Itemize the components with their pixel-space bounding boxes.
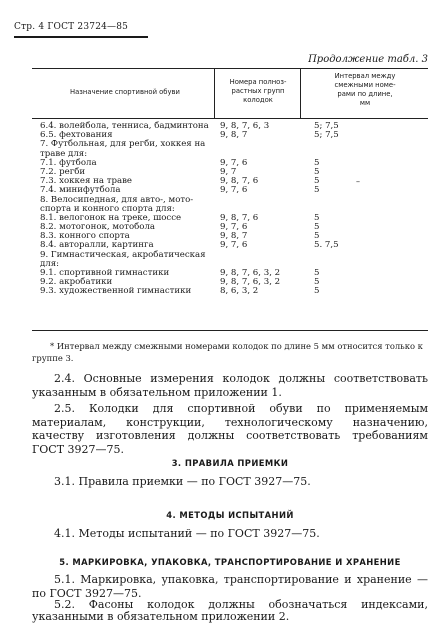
row-groups: 9, 8, 7 xyxy=(220,231,248,242)
header-line: растных групп xyxy=(231,87,285,95)
row-name: 9.3. художественной гимнастики xyxy=(40,286,192,297)
stray-mark: – xyxy=(356,177,360,187)
table-header-interval xyxy=(306,72,424,108)
row-name: 9. Гимнастическая, акробатическая xyxy=(40,249,206,260)
table-footnote: * Интервал между смежными номерами колодок по длине 5 мм относится только к группе 3. xyxy=(32,341,423,363)
row-groups: 9, 7 xyxy=(220,166,237,177)
row-groups: 9, 7, 6 xyxy=(220,240,248,251)
table-row xyxy=(32,251,428,260)
row-name: 7.2. регби xyxy=(40,166,86,177)
row-groups: 9, 7, 6 xyxy=(220,185,248,196)
row-name: 8.4. авторалли, картинга xyxy=(40,240,154,251)
row-name: 6.4. волейбола, тенниса, бадминтона xyxy=(40,121,209,131)
row-groups: 9, 8, 7, 6 xyxy=(220,176,259,187)
row-groups: 9, 7, 6 xyxy=(220,222,248,233)
row-name: 8.3. конного спорта xyxy=(40,231,130,242)
table-bottom-rule xyxy=(32,330,428,331)
row-groups: 9, 8, 7 xyxy=(220,130,248,141)
header-line: смежными номе- xyxy=(334,81,396,89)
row-groups: 9, 8, 7, 6, 3 xyxy=(220,121,270,131)
section-heading-5: 5. МАРКИРОВКА, УПАКОВКА, ТРАНСПОРТИРОВАНИЕ И ХРАНЕНИЕ xyxy=(59,557,401,567)
row-name: 8. Велосипедная, для авто-, мото- xyxy=(40,194,194,205)
table-continuation-label: Продолжение табл. 3 xyxy=(308,54,428,65)
row-interval: 5 xyxy=(314,157,320,168)
page-header: Стр. 4 ГОСТ 23724—85 xyxy=(14,22,129,32)
paragraph-4-1: 4.1. Методы испытаний — по ГОСТ 3927—75. xyxy=(54,527,320,540)
row-interval: 5; 7,5 xyxy=(314,130,339,141)
row-interval: 5. 7,5 xyxy=(314,240,339,251)
table-header-groups xyxy=(220,78,296,105)
paragraph-3-1: 3.1. Правила приемки — по ГОСТ 3927—75. xyxy=(54,475,311,488)
row-interval: 5 xyxy=(314,231,320,242)
row-name: 9.1. спортивной гимнастики xyxy=(40,268,170,278)
table-row xyxy=(32,287,428,296)
row-name: для: xyxy=(40,258,60,269)
row-name: 8.1. велогонок на треке, шоссе xyxy=(40,212,182,223)
row-interval: 5 xyxy=(314,185,320,196)
table-header-purpose: Назначение спортивной обуви xyxy=(70,88,180,96)
row-interval: 5 xyxy=(314,212,320,223)
row-groups: 9, 8, 7, 6, 3, 2 xyxy=(220,268,281,278)
row-name: 6.5. фехтования xyxy=(40,130,113,141)
header-line: мм xyxy=(359,99,371,107)
row-interval: 5 xyxy=(314,286,320,297)
paragraph-5-1: 5.1. Маркировка, упаковка, транспортирование и хранение — по ГОСТ 3927—75. xyxy=(32,573,428,600)
header-line: рами по длине, xyxy=(337,90,393,98)
row-groups: 9, 7, 6 xyxy=(220,157,248,168)
row-name: 7.3. хоккея на траве xyxy=(40,176,133,187)
section-heading-4: 4. МЕТОДЫ ИСПЫТАНИЙ xyxy=(166,510,294,520)
row-interval: 5; 7,5 xyxy=(314,121,339,131)
table-column-divider xyxy=(300,68,301,118)
row-name: 7.1. футбола xyxy=(40,157,97,168)
row-interval: 5 xyxy=(314,268,320,278)
row-groups: 8, 6, 3, 2 xyxy=(220,286,259,297)
header-line: Интервал между xyxy=(334,72,396,80)
header-rule xyxy=(14,36,148,38)
table-body xyxy=(32,122,428,297)
row-interval: 5 xyxy=(314,176,320,187)
table-header-rule xyxy=(32,118,428,119)
row-interval: 5 xyxy=(314,222,320,233)
header-line: Номера полноз- xyxy=(229,78,287,86)
table-top-rule xyxy=(32,68,428,69)
row-name: 7. Футбольная, для регби, хоккея на xyxy=(40,139,206,150)
row-interval: 5 xyxy=(314,277,320,288)
row-name: 7.4. минифутбола xyxy=(40,185,121,196)
row-name: 9.2. акробатики xyxy=(40,277,113,288)
header-line: колодок xyxy=(243,96,273,104)
paragraph-5-2: 5.2. Фасоны колодок должны обозначаться индексами, указанными в обязательном приложении 2. xyxy=(32,598,428,623)
paragraph-2-5: 2.5. Колодки для спортивной обуви по применяемым материалам, конструкции, технологическому назначению, качеству изготовления должны соответствовать требованиям ГОСТ 3927—75. xyxy=(32,402,428,456)
table-row xyxy=(32,140,428,149)
row-groups: 9, 8, 7, 6, 3, 2 xyxy=(220,277,281,288)
row-groups: 9, 8, 7, 6 xyxy=(220,212,259,223)
paragraph-2-4: 2.4. Основные измерения колодок должны соответствовать указанным в обязательном приложении 1. xyxy=(32,372,428,399)
row-name: спорта и конного спорта для: xyxy=(40,203,175,214)
table-column-divider xyxy=(214,68,215,118)
row-name: траве для: xyxy=(40,148,88,159)
row-interval: 5 xyxy=(314,166,320,177)
section-heading-3: 3. ПРАВИЛА ПРИЕМКИ xyxy=(171,458,289,468)
row-name: 8.2. мотогонок, мотобола xyxy=(40,222,156,233)
